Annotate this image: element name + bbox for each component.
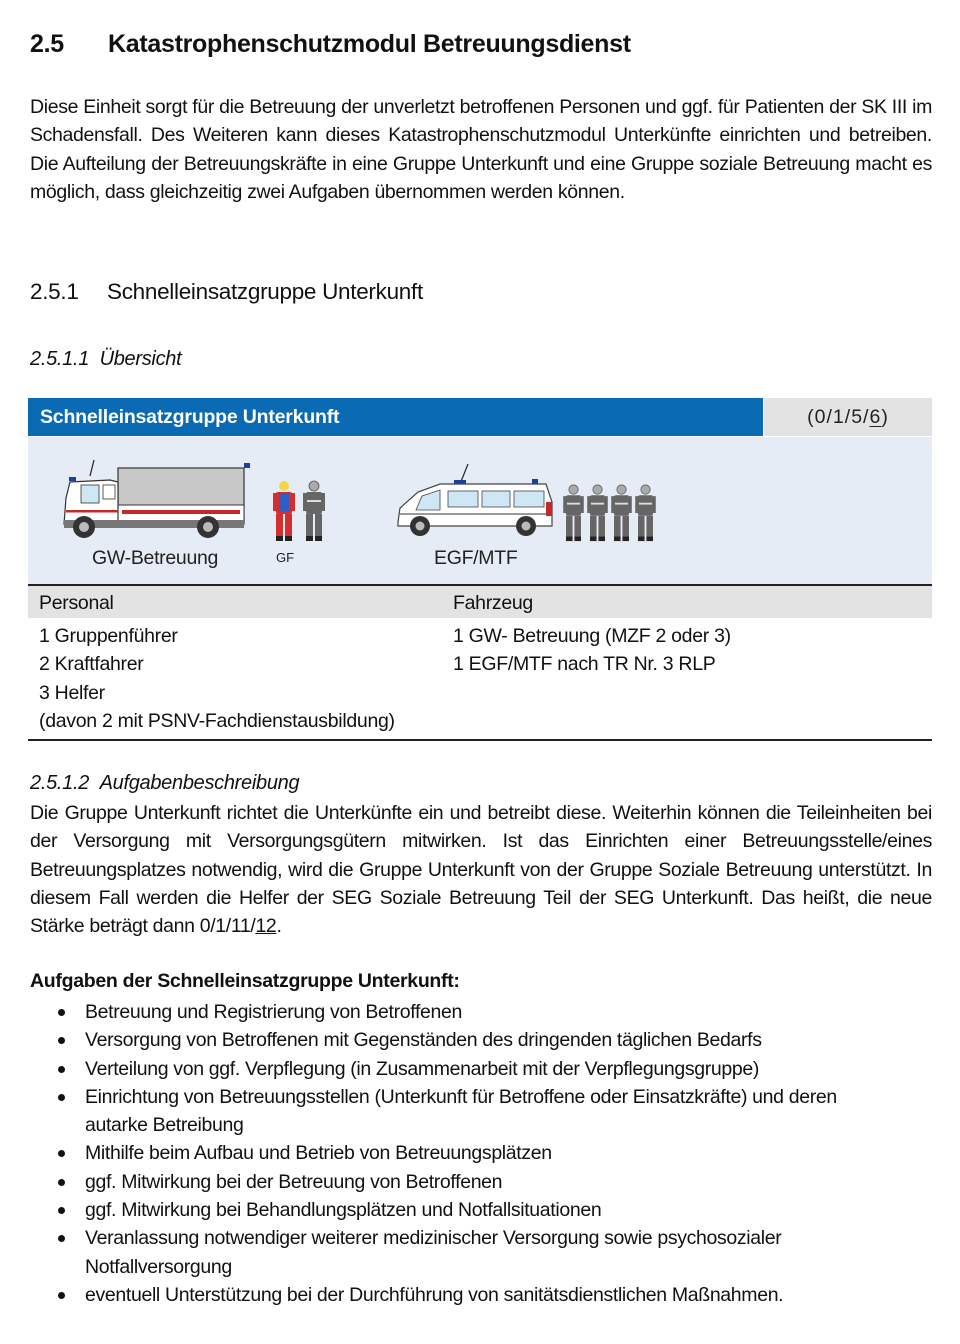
list-item <box>55 1139 935 1167</box>
table-cell: 1 GW- Betreuung (MZF 2 oder 3) <box>453 625 731 647</box>
crew-group <box>562 484 657 542</box>
tasks-number: 2.5.1.2 <box>30 772 90 794</box>
bullet-icon <box>58 1150 65 1157</box>
vehicle-label-egf: EGF/MTF <box>434 547 518 569</box>
unit-strength <box>764 398 932 436</box>
tasks-list <box>55 998 935 1309</box>
list-item <box>55 1026 935 1054</box>
firefighter-icon <box>302 480 326 542</box>
tasks-paragraph <box>30 799 932 940</box>
list-item-text: Veranlassung notwendiger weiterer medizinischer Versorgung sowie psychosozialer Notfallversorgung <box>85 1227 782 1278</box>
list-item-text: Betreuung und Registrierung von Betroffenen <box>85 1001 463 1023</box>
list-item-text: ggf. Mitwirkung bei der Betreuung von Betroffenen <box>85 1170 503 1193</box>
overview-heading <box>30 348 181 371</box>
bullet-icon <box>58 1066 65 1073</box>
table-cell: (davon 2 mit PSNV-Fachdienstausbildung) <box>39 709 395 732</box>
table-cell: 2 Kraftfahrer <box>39 653 144 676</box>
table-header-fahrzeug: Fahrzeug <box>453 592 533 614</box>
section-heading <box>30 30 631 59</box>
gf-label: GF <box>276 550 295 565</box>
table-header-personal: Personal <box>39 592 114 614</box>
firefighter-icon <box>634 484 657 542</box>
bullet-icon <box>58 1292 65 1299</box>
list-item <box>55 1168 935 1196</box>
list-item <box>55 1196 935 1224</box>
intro-paragraph: Diese Einheit sorgt für die Betreuung der unverletzt betroffenen Personen und ggf. für Patienten der SK III im Schadensfall. Des Weiteren kann dieses Katastrophenschutzmodul Unterkünfte einrichten und betreiben. Die Aufteilung der Betreuungskräfte in eine Gruppe Unterkunft und eine Gruppe soziale Betreuung macht es möglich, dass gleichzeitig zwei Aufgaben übernommen werden können. <box>30 96 932 203</box>
section-title: Katastrophenschutzmodul Betreuungsdienst <box>108 30 631 58</box>
list-item-text: eventuell Unterstützung bei der Durchführung von sanitätsdienstlichen Maßnahmen. <box>85 1283 784 1306</box>
list-item-text: Verteilung von ggf. Verpflegung (in Zusammenarbeit mit der Verpflegungsgruppe) <box>85 1057 760 1080</box>
truck-icon <box>62 458 252 540</box>
list-item <box>55 998 935 1026</box>
tasks-title: Aufgabenbeschreibung <box>99 772 300 794</box>
bullet-icon <box>58 1094 65 1101</box>
vehicle-label-gw: GW-Betreuung <box>92 547 219 569</box>
list-item-text: Mithilfe beim Aufbau und Betrieb von Betreuungsplätzen <box>85 1142 552 1165</box>
strength-suffix: ) <box>881 406 889 428</box>
table-col-personal <box>39 622 395 735</box>
table-col-fahrzeug <box>453 622 731 679</box>
list-item <box>55 1281 935 1309</box>
tasks-heading <box>30 772 299 795</box>
tasks-paragraph-text: Die Gruppe Unterkunft richtet die Unterkünfte ein und betreibt diese. Weiterhin können die Teileinheiten bei der Versorgung mit Versorgungsgütern mitwirken. Ist das Einrichten einer Betreuungsstelle/eines Betreuungsplatzes notwendig, wird die Gruppe Unterkunft von der Gruppe Soziale Betreuung unterstützt. In diesem Fall werden die Helfer der SEG Soziale Betreuung Teil der SEG Unterkunft. Das heißt, die neue Stärke beträgt dann 0/1/11/ <box>30 802 932 938</box>
subsection-number: 2.5.1 <box>30 279 79 304</box>
list-item <box>55 1224 915 1281</box>
bullet-icon <box>58 1235 65 1242</box>
unit-card-title: Schnelleinsatzgruppe Unterkunft <box>28 398 763 436</box>
overview-title: Übersicht <box>99 348 182 370</box>
tasks-paragraph-end: . <box>276 915 282 938</box>
new-strength-total: 12 <box>255 915 277 938</box>
strength-total: 6 <box>869 406 882 428</box>
table-cell: 3 Helfer <box>39 681 105 704</box>
overview-number: 2.5.1.1 <box>30 348 90 370</box>
list-item-text: Einrichtung von Betreuungsstellen (Unterkunft für Betroffene oder Einsatzkräfte) und deren autarke Betreibung <box>85 1085 837 1137</box>
firefighter-icon <box>562 484 585 542</box>
tasks-list-heading: Aufgaben der Schnelleinsatzgruppe Unterkunft: <box>30 970 460 992</box>
list-item <box>55 1083 885 1140</box>
bullet-icon <box>58 1037 65 1044</box>
list-item-text: ggf. Mitwirkung bei Behandlungsplätzen und Notfallsituationen <box>85 1199 602 1222</box>
subsection-heading <box>30 279 423 305</box>
firefighter-icon <box>610 484 633 542</box>
firefighter-icon <box>586 484 609 542</box>
bullet-icon <box>58 1179 65 1186</box>
list-item <box>55 1055 935 1083</box>
group-leader-icon <box>272 480 296 542</box>
bullet-icon <box>58 1207 65 1214</box>
table-cell: 1 EGF/MTF nach TR Nr. 3 RLP <box>453 653 716 676</box>
table-cell: 1 Gruppenführer <box>39 625 178 647</box>
table-bottom-rule <box>28 739 932 741</box>
section-number: 2.5 <box>30 30 64 58</box>
list-item-text: Versorgung von Betroffenen mit Gegenständen des dringenden täglichen Bedarfs <box>85 1029 762 1052</box>
bullet-icon <box>58 1009 65 1016</box>
strength-prefix: (0/1/5/ <box>807 406 870 428</box>
subsection-title: Schnelleinsatzgruppe Unterkunft <box>107 279 423 304</box>
van-icon <box>396 462 556 540</box>
table-header <box>28 586 932 618</box>
